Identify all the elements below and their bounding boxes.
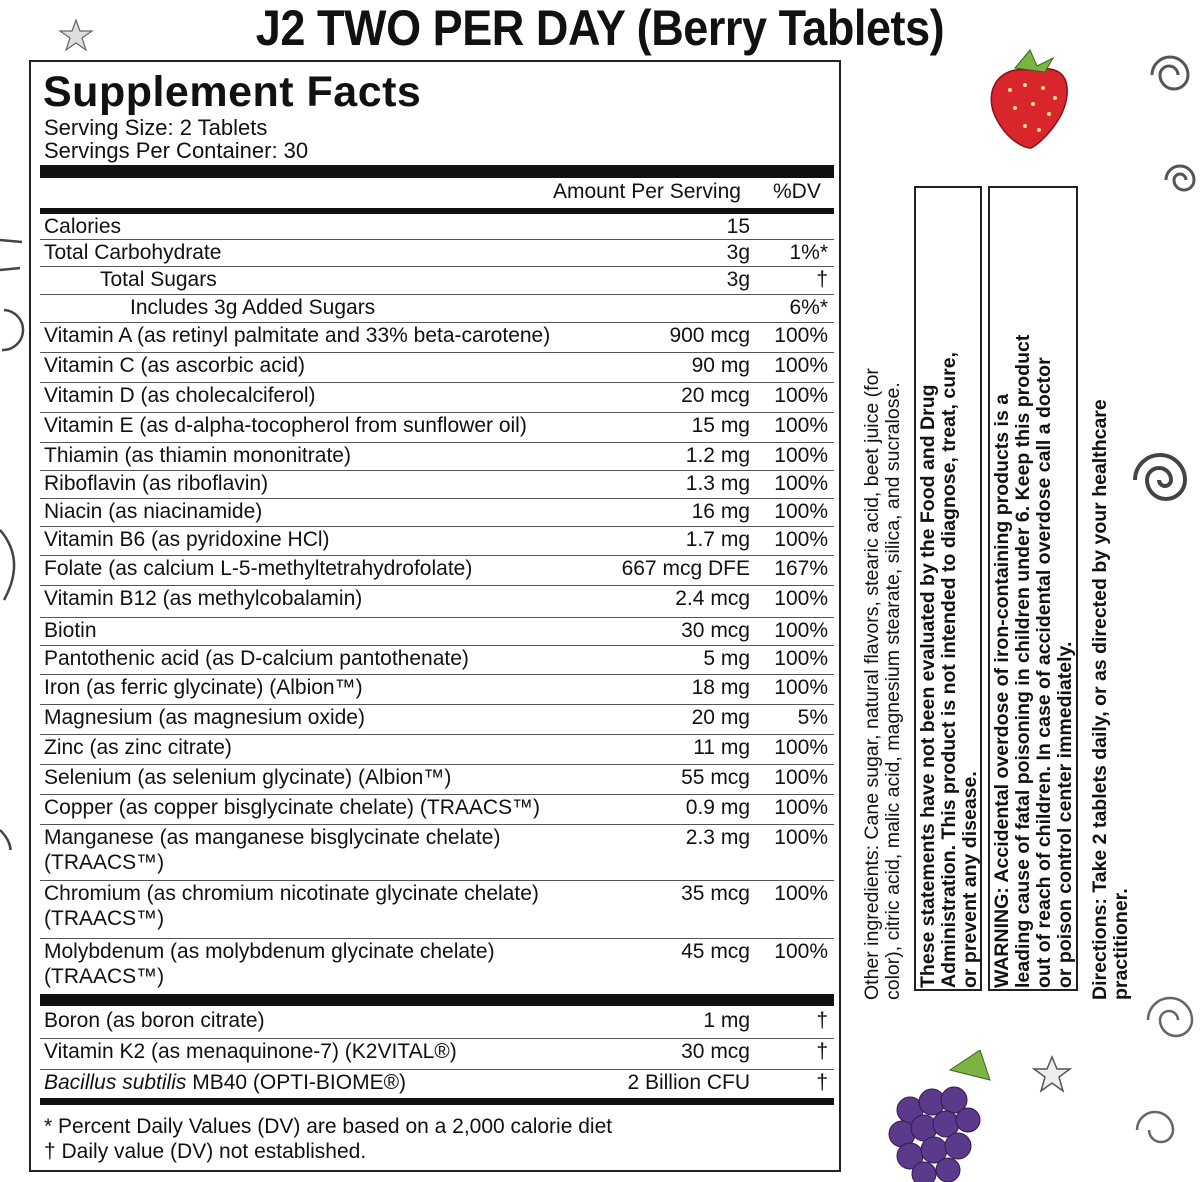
nutrient-name: Niacin (as niacinamide)	[44, 500, 263, 523]
nutrient-name: Riboflavin (as riboflavin)	[44, 472, 269, 495]
nutrient-name: Includes 3g Added Sugars	[130, 296, 376, 319]
nutrient-dv: †	[816, 268, 828, 291]
nutrient-dv: 100%	[774, 384, 828, 407]
nutrient-dv: 100%	[774, 354, 828, 377]
nutrient-dv: 100%	[774, 766, 828, 789]
nutrient-amount: 5 mg	[703, 647, 750, 670]
nutrient-dv: 100%	[774, 647, 828, 670]
nutrient-amount: 667 mcg DFE	[621, 557, 750, 580]
nutrient-name: Pantothenic acid (as D-calcium pantothenate)	[44, 647, 469, 670]
star-icon	[58, 18, 94, 52]
nutrient-name: Manganese (as manganese bisglycinate chelate) (TRAACS™)	[44, 826, 501, 874]
swirl-ornament-icon	[0, 230, 28, 850]
nutrient-amount: 15	[726, 215, 750, 238]
nutrient-amount: 35 mcg	[681, 882, 750, 905]
swirl-ornament-icon	[1120, 420, 1200, 560]
nutrient-amount: 2.4 mcg	[675, 587, 750, 610]
nutrient-name: Vitamin E (as d-alpha-tocopherol from sunflower oil)	[44, 414, 527, 437]
nutrient-amount: 2 Billion CFU	[627, 1071, 750, 1094]
nutrient-dv: 6%*	[789, 296, 828, 319]
nutrient-amount: 30 mcg	[681, 1040, 750, 1063]
dv-header: %DV	[773, 180, 821, 203]
table-row	[40, 795, 834, 825]
table-row	[40, 939, 834, 995]
table-row	[40, 383, 834, 413]
nutrient-dv: 100%	[774, 472, 828, 495]
table-row	[40, 443, 834, 471]
table-row	[40, 618, 834, 646]
nutrient-amount: 1.7 mg	[685, 528, 750, 551]
nutrient-name: Thiamin (as thiamin mononitrate)	[44, 444, 351, 467]
table-row	[40, 471, 834, 499]
table-row	[40, 295, 834, 323]
nutrient-amount: 1 mg	[703, 1009, 750, 1032]
nutrient-dv: †	[816, 1071, 828, 1094]
table-row	[40, 527, 834, 556]
nutrient-amount: 1.2 mg	[685, 444, 750, 467]
nutrient-dv: 100%	[774, 619, 828, 642]
nutrient-amount: 1.3 mg	[685, 472, 750, 495]
nutrient-amount: 15 mg	[691, 414, 750, 437]
nutrient-amount: 0.9 mg	[685, 796, 750, 819]
table-row	[40, 556, 834, 586]
nutrient-dv: 1%*	[789, 241, 828, 264]
table-row	[40, 735, 834, 765]
table-row	[40, 675, 834, 705]
table-row	[40, 214, 834, 240]
footnote-dagger: † Daily value (DV) not established.	[44, 1140, 367, 1163]
thick-divider	[40, 994, 834, 1006]
nutrient-dv: 100%	[774, 826, 828, 849]
nutrient-name: Copper (as copper bisglycinate chelate) (TRAACS™)	[44, 796, 541, 819]
nutrient-amount: 45 mcg	[681, 940, 750, 963]
product-title: J2 TWO PER DAY (Berry Tablets)	[255, 0, 945, 56]
table-row	[40, 765, 834, 795]
table-row	[40, 499, 834, 527]
nutrient-name: Vitamin B12 (as methylcobalamin)	[44, 587, 363, 610]
fda-statement: These statements have not been evaluated by the Food and Drug Administration. This product is not intended to diagnose, treat, cure, or prevent any disease.	[917, 352, 981, 988]
nutrient-name: Vitamin B6 (as pyridoxine HCl)	[44, 528, 330, 551]
star-icon	[1032, 1055, 1072, 1093]
nutrient-name: Vitamin A (as retinyl palmitate and 33% beta-carotene)	[44, 324, 551, 347]
nutrient-dv: 167%	[774, 557, 828, 580]
nutrient-dv: 100%	[774, 940, 828, 963]
nutrient-dv: 100%	[774, 882, 828, 905]
nutrient-dv: 100%	[774, 796, 828, 819]
nutrient-amount: 18 mg	[691, 676, 750, 699]
directions: Directions: Take 2 tablets daily, or as directed by your healthcare practitioner.	[1089, 399, 1132, 1000]
other-ingredients: Other ingredients: Cane sugar, natural flavors, stearic acid, beet juice (for color), citric acid, malic acid, magnesium stearate, silica, and sucralose.	[861, 368, 904, 1000]
footnote-dv: * Percent Daily Values (DV) are based on a 2,000 calorie diet	[44, 1115, 613, 1138]
blackberry-icon	[880, 1050, 1000, 1182]
nutrient-dv: 100%	[774, 444, 828, 467]
nutrient-name: Zinc (as zinc citrate)	[44, 736, 232, 759]
table-row	[40, 1070, 834, 1098]
nutrient-name: Total Sugars	[100, 268, 217, 291]
table-row	[40, 413, 834, 443]
serving-size: Serving Size: 2 Tablets	[44, 115, 268, 140]
supplement-facts-heading: Supplement Facts	[43, 68, 422, 116]
nutrient-amount: 20 mg	[691, 706, 750, 729]
nutrient-amount: 90 mg	[691, 354, 750, 377]
nutrient-dv: 100%	[774, 500, 828, 523]
nutrient-dv: 5%	[797, 706, 828, 729]
nutrient-amount: 30 mcg	[681, 619, 750, 642]
nutrient-amount: 16 mg	[691, 500, 750, 523]
nutrient-name: Iron (as ferric glycinate) (Albion™)	[44, 676, 363, 699]
nutrient-name: Boron (as boron citrate)	[44, 1009, 265, 1032]
table-row	[40, 1039, 834, 1070]
nutrient-dv: †	[816, 1009, 828, 1032]
supplement-facts-panel	[29, 60, 841, 1172]
nutrient-amount: 3g	[726, 241, 750, 264]
table-row	[40, 825, 834, 881]
table-row	[40, 705, 834, 735]
nutrient-name	[44, 1070, 406, 1096]
table-row	[40, 1008, 834, 1039]
nutrient-amount: 55 mcg	[681, 766, 750, 789]
table-row	[40, 353, 834, 383]
nutrient-name-italic: Bacillus subtilis	[44, 1071, 187, 1094]
nutrient-dv: 100%	[774, 736, 828, 759]
nutrient-name: Molybdenum (as molybdenum glycinate chelate) (TRAACS™)	[44, 940, 495, 988]
nutrient-name: Magnesium (as magnesium oxide)	[44, 706, 365, 729]
swirl-ornament-icon	[1110, 40, 1200, 240]
thick-divider	[40, 165, 834, 178]
nutrient-amount: 20 mcg	[681, 384, 750, 407]
table-row	[40, 646, 834, 675]
nutrient-name: Selenium (as selenium glycinate) (Albion™)	[44, 766, 452, 789]
nutrient-amount: 900 mcg	[669, 324, 750, 347]
nutrient-amount: 11 mg	[693, 736, 750, 759]
medium-divider	[40, 1098, 834, 1105]
nutrient-dv: 100%	[774, 528, 828, 551]
iron-warning: WARNING: Accidental overdose of iron-containing products is a leading cause of fatal poisoning in children under 6. Keep this product out of reach of children. In case of accidental overdose call a doctor or poison control center immediately.	[991, 334, 1076, 988]
nutrient-name: Chromium (as chromium nicotinate glycinate chelate) (TRAACS™)	[44, 882, 539, 930]
nutrient-dv: 100%	[774, 414, 828, 437]
table-row	[40, 881, 834, 939]
nutrient-dv: 100%	[774, 324, 828, 347]
nutrient-amount: 2.3 mg	[685, 826, 750, 849]
nutrient-name: Vitamin C (as ascorbic acid)	[44, 354, 306, 377]
nutrient-name: Total Carbohydrate	[44, 241, 222, 264]
nutrient-name: Vitamin D (as cholecalciferol)	[44, 384, 316, 407]
servings-per-container: Servings Per Container: 30	[44, 138, 309, 163]
nutrient-dv: 100%	[774, 676, 828, 699]
nutrient-name: Calories	[44, 215, 122, 238]
table-row	[40, 240, 834, 267]
table-row	[40, 323, 834, 353]
table-row	[40, 267, 834, 295]
nutrient-name: Biotin	[44, 619, 97, 642]
nutrient-amount: 3g	[726, 268, 750, 291]
strawberry-icon	[985, 40, 1075, 150]
nutrient-name-rest: MB40 (OPTI-BIOME®)	[186, 1071, 407, 1094]
table-row	[40, 586, 834, 618]
nutrient-dv: †	[816, 1040, 828, 1063]
amount-per-serving-header: Amount Per Serving	[553, 180, 741, 203]
nutrient-name: Folate (as calcium L-5-methyltetrahydrofolate)	[44, 557, 473, 580]
nutrient-dv: 100%	[774, 587, 828, 610]
nutrient-name: Vitamin K2 (as menaquinone-7) (K2VITAL®)	[44, 1040, 457, 1063]
